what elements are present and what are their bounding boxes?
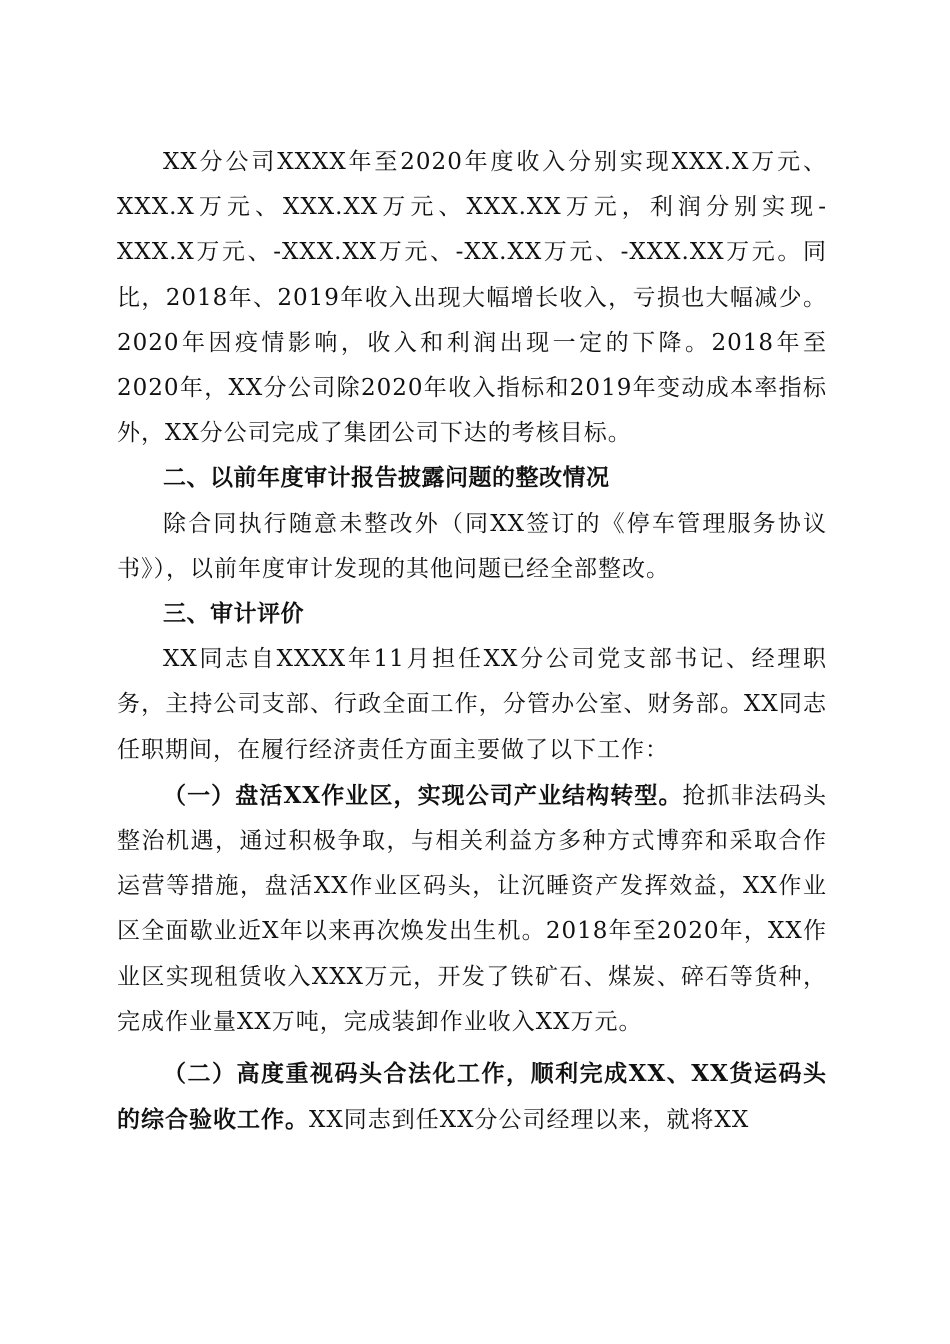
paragraph-evaluation-intro: XX同志自XXXX年11月担任XX分公司党支部书记、经理职务，主持公司支部、行政全面工作，分管办公室、财务部。XX同志任职期间，在履行经济责任方面主要做了以下工作： [117, 646, 827, 763]
list-item-1-body: 抢抓非法码头整治机遇，通过积极争取，与相关利益方多种方式博弈和采取合作运营等措施，盘活XX作业区码头，让沉睡资产发挥效益，XX作业区全面歇业近X年以来再次焕发出生机。2018年至2020年，XX作业区实现租赁收入XXX万元，开发了铁矿石、煤炭、碎石等货种，完成作业量XX万吨，完成装卸作业收入XX万元。 [117, 782, 827, 1035]
list-item-1-title: （一）盘活XX作业区，实现公司产业结构转型。 [163, 781, 683, 809]
list-item-2 [117, 1051, 827, 1143]
paragraph-financial-summary: XX分公司XXXX年至2020年度收入分别实现XXX.X万元、XXX.X万元、XXX.XX万元、XXX.XX万元，利润分别实现-XXX.X万元、-XXX.XX万元、-XX.XX万元、-XXX.XX万元。同比，2018年、2019年收入出现大幅增长收入，亏损也大幅减少。2020年因疫情影响，收入和利润出现一定的下降。2018年至2020年，XX分公司除2020年收入指标和2019年变动成本率指标外，XX分公司完成了集团公司下达的考核目标。 [117, 149, 827, 447]
list-item-2-body: XX同志到任XX分公司经理以来，就将XX [309, 1107, 750, 1134]
list-item-1 [117, 773, 827, 1045]
list-item-2-title: （二）高度重视码头合法化工作，顺利完成XX、XX货运码头的综合验收工作。 [117, 1060, 827, 1134]
section-heading-audit-evaluation: 三、审计评价 [163, 601, 304, 628]
section-heading-rectification: 二、以前年度审计报告披露问题的整改情况 [163, 465, 610, 492]
paragraph-rectification: 除合同执行随意未整改外（同XX签订的《停车管理服务协议书》），以前年度审计发现的其他问题已经全部整改。 [117, 510, 827, 582]
document-body [117, 140, 827, 1143]
